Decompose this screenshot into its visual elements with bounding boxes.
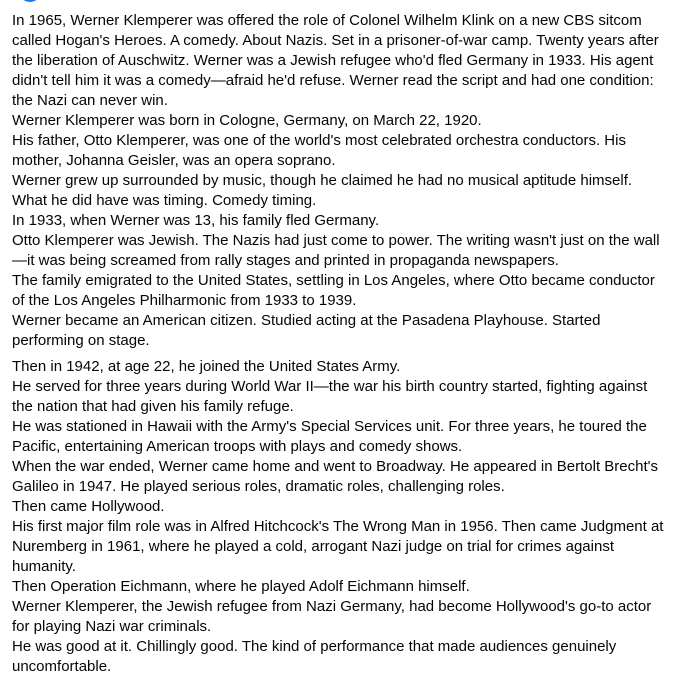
post-text-line: Then Operation Eichmann, where he played Adolf Eichmann himself.: [12, 578, 470, 595]
post-text-line: Werner Klemperer, the Jewish refugee from Nazi Germany, had become Hollywood's go-to actor for playing Nazi war criminals.: [12, 598, 652, 635]
post-text-line: Werner became an American citizen. Studied acting at the Pasadena Playhouse. Started performing on stage.: [12, 312, 601, 349]
post-paragraph-1: [12, 11, 669, 351]
post-text-line: The family emigrated to the United States, settling in Los Angeles, where Otto became conductor of the Los Angeles Philharmonic from 1933 to 1939.: [12, 272, 655, 309]
post-text-line: Werner grew up surrounded by music, though he claimed he had no musical aptitude himself. What he did have was timing. Comedy timing.: [12, 172, 633, 209]
post-text-line: In 1965, Werner Klemperer was offered the role of Colonel Wilhelm Klink on a new CBS sitcom called Hogan's Heroes. A comedy. About Nazis. Set in a prisoner-of-war camp. Twenty years after the liberation of Auschwitz. Werner was a Jewish refugee who'd fled Germany in 1933. His agent didn't tell him it was a comedy—afraid he'd refuse. Werner read the script and had one condition: the Nazi can never win.: [12, 12, 659, 109]
post-text-line: He was stationed in Hawaii with the Army's Special Services unit. For three years, he toured the Pacific, entertaining American troops with plays and comedy shows.: [12, 418, 647, 455]
post-text-line: His father, Otto Klemperer, was one of the world's most celebrated orchestra conductors. His mother, Johanna Geisler, was an opera soprano.: [12, 132, 626, 169]
post-text-line: Then in 1942, at age 22, he joined the United States Army.: [12, 358, 401, 375]
post-text-line: His first major film role was in Alfred Hitchcock's The Wrong Man in 1956. Then came Judgment at Nuremberg in 1961, where he played a cold, arrogant Nazi judge on trial for crimes against humanity.: [12, 518, 664, 575]
post-paragraph-2: [12, 357, 669, 677]
post-text-line: He was good at it. Chillingly good. The kind of performance that made audiences genuinely uncomfortable.: [12, 638, 617, 675]
post-text-line: Werner Klemperer was born in Cologne, Germany, on March 22, 1920.: [12, 112, 482, 129]
post-text-line: When the war ended, Werner came home and went to Broadway. He appeared in Bertolt Brecht's Galileo in 1947. He played serious roles, dramatic roles, challenging roles.: [12, 458, 658, 495]
post-text-line: Then came Hollywood.: [12, 498, 165, 515]
post-text-line: Otto Klemperer was Jewish. The Nazis had just come to power. The writing wasn't just on the wall—it was being screamed from rally stages and printed in propaganda newspapers.: [12, 232, 660, 269]
post-text-line: He served for three years during World War II—the war his birth country started, fighting against the nation that had given his family refuge.: [12, 378, 648, 415]
post-text-line: In 1933, when Werner was 13, his family fled Germany.: [12, 212, 380, 229]
